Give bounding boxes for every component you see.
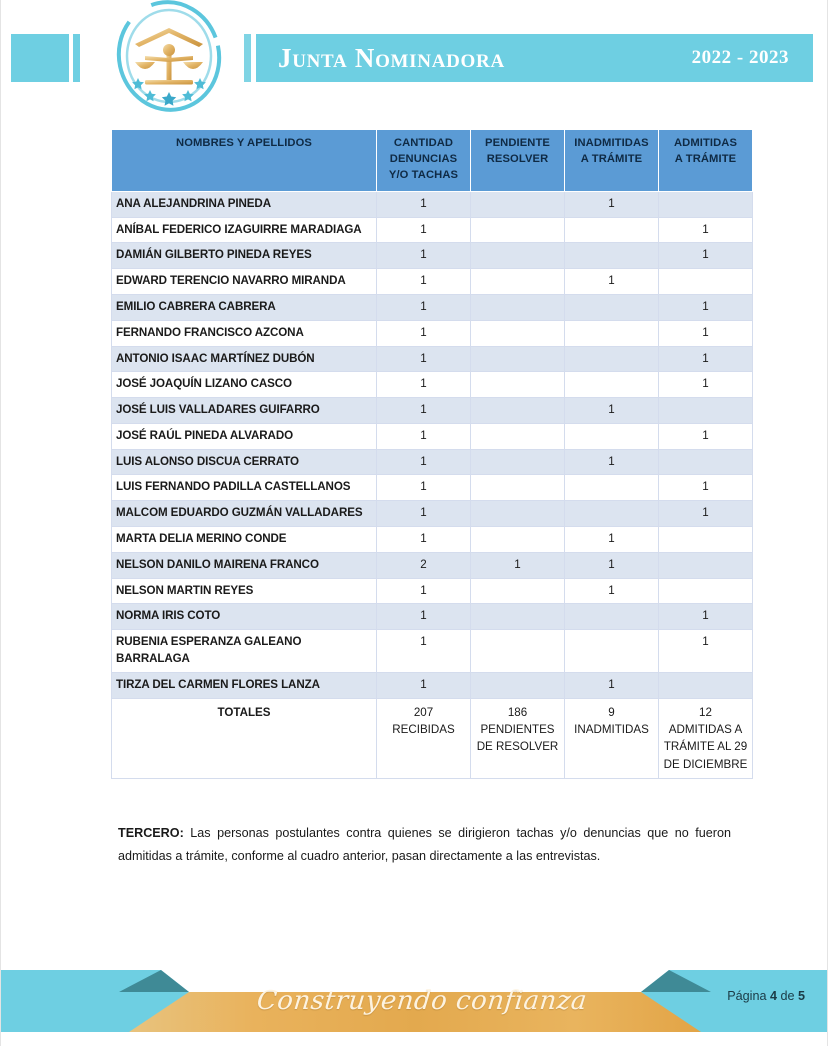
cell-pendiente xyxy=(471,604,565,630)
column-header-inadmitidas xyxy=(565,130,659,192)
cell-cantidad: 2 xyxy=(377,552,471,578)
cell-pendiente xyxy=(471,578,565,604)
cell-cantidad: 1 xyxy=(377,191,471,217)
cell-cantidad: 1 xyxy=(377,398,471,424)
cell-inadmitidas xyxy=(565,320,659,346)
totals-value: 207 xyxy=(413,705,434,719)
cell-cantidad: 1 xyxy=(377,423,471,449)
cell-inadmitidas xyxy=(565,346,659,372)
cell-inadmitidas xyxy=(565,475,659,501)
cell-cantidad: 1 xyxy=(377,243,471,269)
cell-admitidas: 1 xyxy=(659,604,753,630)
totals-value: 12 xyxy=(699,705,712,719)
footer-slogan: Construyendo confianza xyxy=(255,986,589,1016)
cell-admitidas: 1 xyxy=(659,320,753,346)
table-head xyxy=(112,130,753,192)
cell-admitidas xyxy=(659,398,753,424)
header-line: ADMITIDAS xyxy=(673,137,738,149)
table-row xyxy=(112,672,753,698)
totals-caption: RECIBIDAS xyxy=(392,723,455,737)
cell-nombre: LUIS FERNANDO PADILLA CASTELLANOS xyxy=(112,475,377,501)
footer-graphic xyxy=(1,970,828,1032)
denuncias-table-container xyxy=(111,129,752,779)
cell-admitidas: 1 xyxy=(659,346,753,372)
cell-cantidad: 1 xyxy=(377,630,471,673)
header-line: Y/O TACHAS xyxy=(388,168,459,181)
page-of: de xyxy=(780,989,795,1003)
cell-pendiente xyxy=(471,527,565,553)
cell-nombre: ANA ALEJANDRINA PINEDA xyxy=(112,191,377,217)
cell-inadmitidas: 1 xyxy=(565,191,659,217)
cell-admitidas: 1 xyxy=(659,475,753,501)
cell-pendiente xyxy=(471,243,565,269)
cell-nombre: ANÍBAL FEDERICO IZAGUIRRE MARADIAGA xyxy=(112,217,377,243)
cell-nombre: EDWARD TERENCIO NAVARRO MIRANDA xyxy=(112,269,377,295)
totals-pendiente xyxy=(471,698,565,779)
column-header-admitidas xyxy=(659,130,753,192)
totals-inadmitidas xyxy=(565,698,659,779)
cell-admitidas: 1 xyxy=(659,501,753,527)
denuncias-table xyxy=(111,129,753,779)
totals-label: TOTALES xyxy=(112,698,377,779)
cell-inadmitidas xyxy=(565,217,659,243)
table-body xyxy=(112,191,753,698)
cell-nombre: FERNANDO FRANCISCO AZCONA xyxy=(112,320,377,346)
cell-admitidas: 1 xyxy=(659,423,753,449)
table-header-row xyxy=(112,130,753,192)
table-row xyxy=(112,475,753,501)
cell-nombre: LUIS ALONSO DISCUA CERRATO xyxy=(112,449,377,475)
cell-nombre: NELSON DANILO MAIRENA FRANCO xyxy=(112,552,377,578)
cell-nombre: MALCOM EDUARDO GUZMÁN VALLADARES xyxy=(112,501,377,527)
cell-cantidad: 1 xyxy=(377,501,471,527)
cell-inadmitidas: 1 xyxy=(565,398,659,424)
header-line: A TRÁMITE xyxy=(674,152,737,165)
header-period: 2022 - 2023 xyxy=(691,47,789,68)
paragraph-lead: TERCERO: xyxy=(118,826,184,840)
cell-cantidad: 1 xyxy=(377,604,471,630)
cell-nombre: TIRZA DEL CARMEN FLORES LANZA xyxy=(112,672,377,698)
cell-cantidad: 1 xyxy=(377,217,471,243)
table-row xyxy=(112,527,753,553)
cell-cantidad: 1 xyxy=(377,269,471,295)
paragraph-body: Las personas postulantes contra quienes se dirigieron tachas y/o denuncias que no fueron admitidas a trámite, conforme al cuadro anterior, pasan directamente a las entrevistas. xyxy=(118,826,731,864)
totals-caption: INADMITIDAS xyxy=(574,723,649,737)
header-line: CANTIDAD xyxy=(393,137,454,149)
table-row xyxy=(112,269,753,295)
table-row xyxy=(112,552,753,578)
cell-admitidas: 1 xyxy=(659,630,753,673)
totals-caption: ADMITIDAS A TRÁMITE AL 29 DE DICIEMBRE xyxy=(663,723,748,771)
table-row xyxy=(112,578,753,604)
cell-nombre: DAMIÁN GILBERTO PINEDA REYES xyxy=(112,243,377,269)
table-row xyxy=(112,191,753,217)
cell-admitidas: 1 xyxy=(659,217,753,243)
cell-cantidad: 1 xyxy=(377,320,471,346)
header-line: NOMBRES Y APELLIDOS xyxy=(176,137,312,149)
cell-nombre: JOSÉ RAÚL PINEDA ALVARADO xyxy=(112,423,377,449)
cell-inadmitidas xyxy=(565,243,659,269)
cell-admitidas xyxy=(659,578,753,604)
cell-nombre: EMILIO CABRERA CABRERA xyxy=(112,294,377,320)
table-row xyxy=(112,217,753,243)
cell-inadmitidas: 1 xyxy=(565,672,659,698)
cell-admitidas xyxy=(659,269,753,295)
cell-pendiente xyxy=(471,346,565,372)
cell-admitidas xyxy=(659,527,753,553)
page-number xyxy=(727,989,805,1003)
cell-nombre: NELSON MARTIN REYES xyxy=(112,578,377,604)
page-footer xyxy=(1,970,828,1032)
cell-inadmitidas xyxy=(565,372,659,398)
cell-cantidad: 1 xyxy=(377,578,471,604)
cell-pendiente xyxy=(471,449,565,475)
table-row xyxy=(112,243,753,269)
header-line: PENDIENTE xyxy=(485,137,550,149)
cell-inadmitidas: 1 xyxy=(565,269,659,295)
cell-inadmitidas xyxy=(565,501,659,527)
column-header-cantidad xyxy=(377,130,471,192)
cell-admitidas: 1 xyxy=(659,294,753,320)
tercero-paragraph xyxy=(118,822,731,869)
table-foot xyxy=(112,698,753,779)
cell-pendiente xyxy=(471,398,565,424)
table-row xyxy=(112,604,753,630)
cell-pendiente xyxy=(471,191,565,217)
table-row xyxy=(112,294,753,320)
header-left-tick xyxy=(73,34,80,82)
cell-pendiente xyxy=(471,423,565,449)
cell-cantidad: 1 xyxy=(377,672,471,698)
cell-admitidas xyxy=(659,449,753,475)
cell-pendiente xyxy=(471,294,565,320)
totals-caption: PENDIENTES DE RESOLVER xyxy=(476,723,559,754)
cell-inadmitidas xyxy=(565,604,659,630)
header-line: INADMITIDAS xyxy=(574,137,649,149)
cell-nombre: RUBENIA ESPERANZA GALEANO BARRALAGA xyxy=(112,630,377,673)
cell-nombre: JOSÉ LUIS VALLADARES GUIFARRO xyxy=(112,398,377,424)
scales-of-justice-seal-icon xyxy=(105,0,233,112)
cell-inadmitidas xyxy=(565,423,659,449)
cell-inadmitidas xyxy=(565,294,659,320)
totals-value: 9 xyxy=(608,705,615,719)
cell-pendiente xyxy=(471,501,565,527)
header-right-tick xyxy=(244,34,251,82)
table-row xyxy=(112,630,753,673)
cell-admitidas xyxy=(659,552,753,578)
column-header-pendiente xyxy=(471,130,565,192)
cell-inadmitidas: 1 xyxy=(565,578,659,604)
page-total: 5 xyxy=(797,989,805,1003)
page-title: Junta Nominadora xyxy=(278,42,505,73)
header-line: A TRÁMITE xyxy=(580,152,643,165)
totals-admitidas xyxy=(659,698,753,779)
cell-pendiente xyxy=(471,217,565,243)
cell-nombre: NORMA IRIS COTO xyxy=(112,604,377,630)
header-line: RESOLVER xyxy=(486,152,549,165)
cell-nombre: MARTA DELIA MERINO CONDE xyxy=(112,527,377,553)
cell-inadmitidas: 1 xyxy=(565,552,659,578)
cell-cantidad: 1 xyxy=(377,449,471,475)
cell-cantidad: 1 xyxy=(377,372,471,398)
page-header xyxy=(1,0,827,112)
cell-pendiente xyxy=(471,475,565,501)
cell-cantidad: 1 xyxy=(377,346,471,372)
cell-admitidas xyxy=(659,191,753,217)
table-row xyxy=(112,398,753,424)
cell-inadmitidas: 1 xyxy=(565,449,659,475)
page-label: Página xyxy=(727,989,767,1003)
cell-cantidad: 1 xyxy=(377,475,471,501)
cell-pendiente xyxy=(471,672,565,698)
cell-cantidad: 1 xyxy=(377,527,471,553)
column-header-nombres xyxy=(112,130,377,192)
totals-value: 186 xyxy=(507,705,528,719)
table-row xyxy=(112,372,753,398)
table-row xyxy=(112,320,753,346)
cell-nombre: JOSÉ JOAQUÍN LIZANO CASCO xyxy=(112,372,377,398)
cell-inadmitidas xyxy=(565,630,659,673)
cell-pendiente xyxy=(471,372,565,398)
table-row xyxy=(112,501,753,527)
cell-admitidas xyxy=(659,672,753,698)
totals-row xyxy=(112,698,753,779)
cell-inadmitidas: 1 xyxy=(565,527,659,553)
cell-pendiente: 1 xyxy=(471,552,565,578)
header-line: DENUNCIAS xyxy=(389,152,458,165)
cell-admitidas: 1 xyxy=(659,243,753,269)
header-left-block xyxy=(11,34,69,82)
cell-pendiente xyxy=(471,630,565,673)
table-row xyxy=(112,346,753,372)
table-row xyxy=(112,423,753,449)
cell-nombre: ANTONIO ISAAC MARTÍNEZ DUBÓN xyxy=(112,346,377,372)
cell-pendiente xyxy=(471,269,565,295)
totals-cantidad xyxy=(377,698,471,779)
page-current: 4 xyxy=(769,989,777,1003)
table-row xyxy=(112,449,753,475)
cell-pendiente xyxy=(471,320,565,346)
header-banner xyxy=(256,34,813,82)
cell-cantidad: 1 xyxy=(377,294,471,320)
cell-admitidas: 1 xyxy=(659,372,753,398)
